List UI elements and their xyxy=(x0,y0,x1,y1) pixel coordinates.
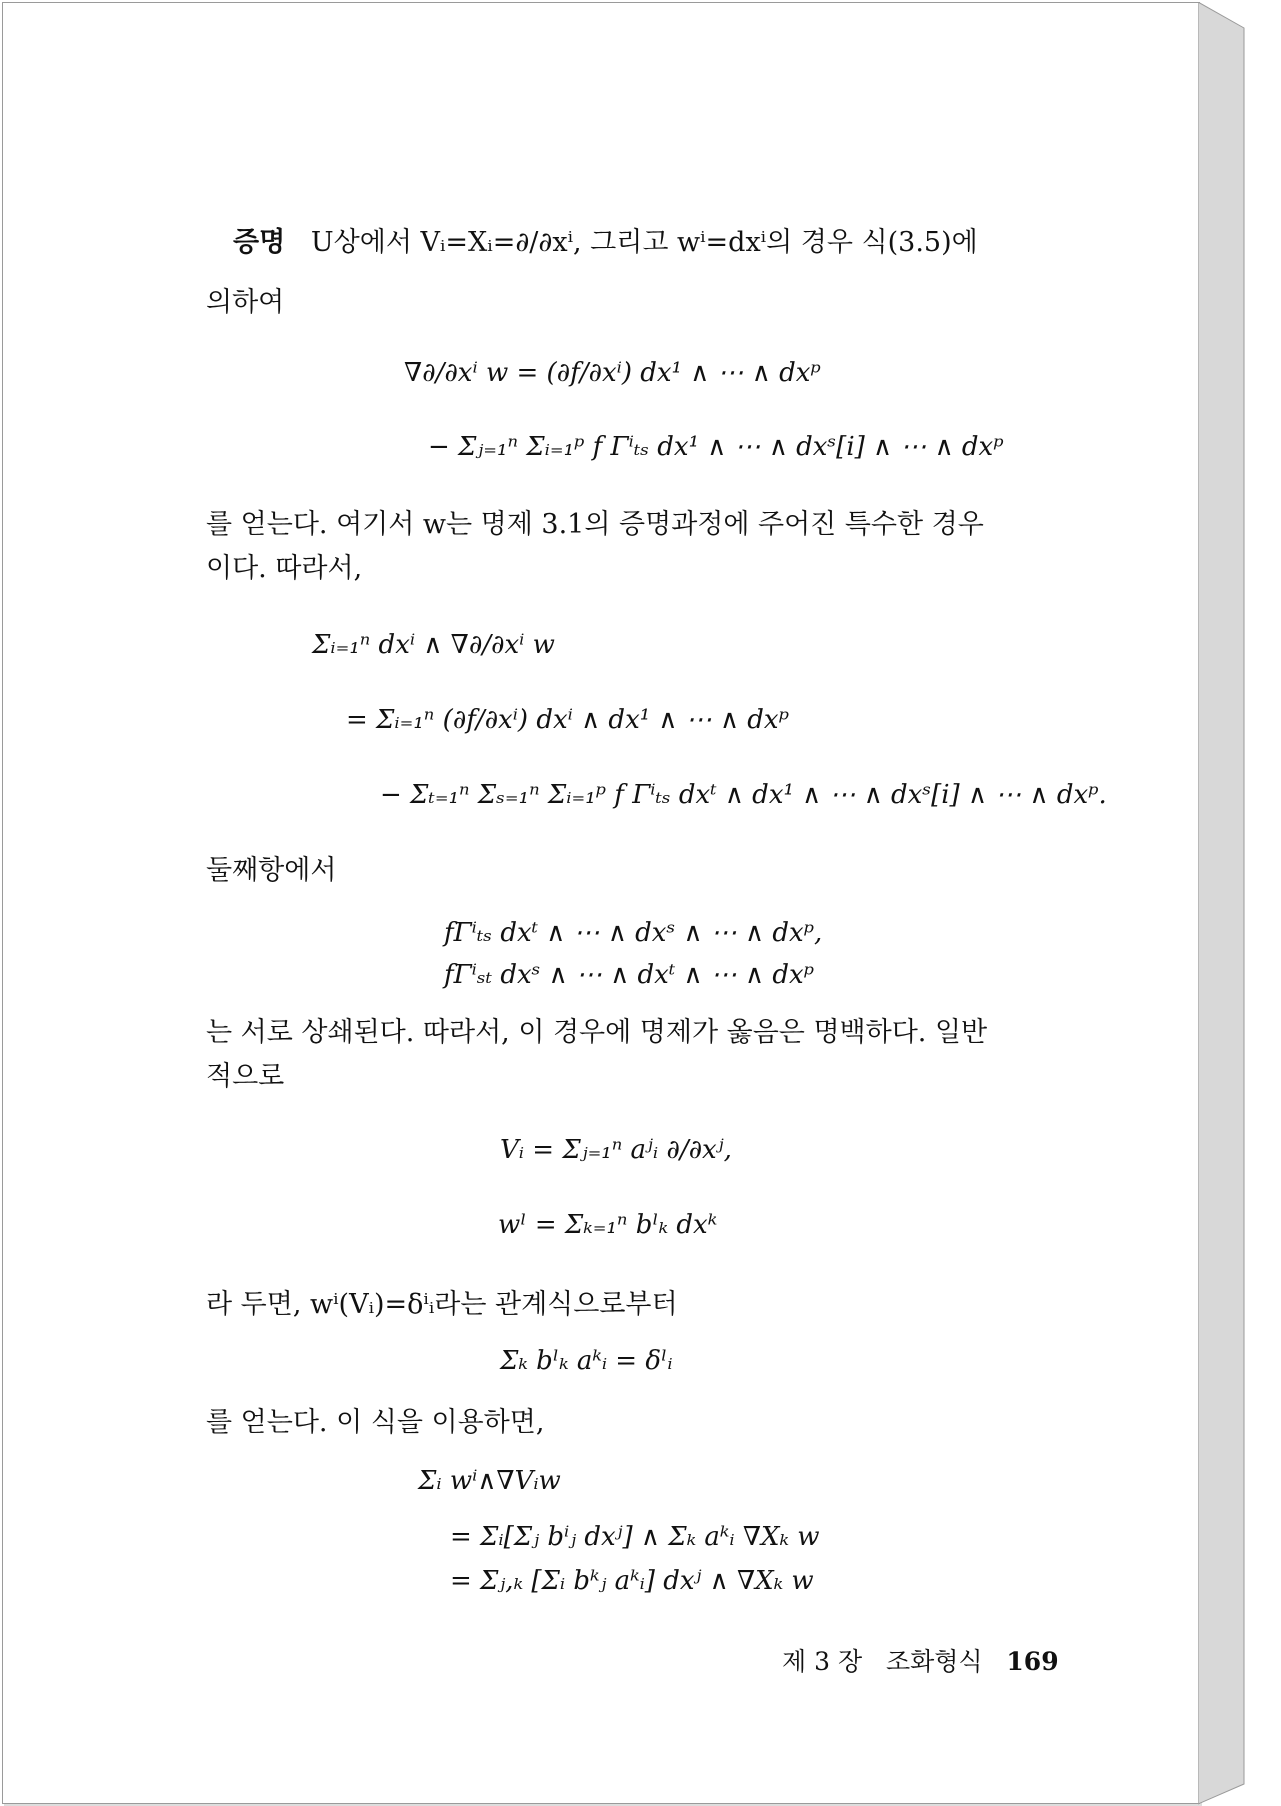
paragraph-4-line-2: 적으로 xyxy=(206,1061,285,1092)
page-number: 169 xyxy=(1006,1647,1059,1676)
paragraph-4-line-1: 는 서로 상쇄된다. 따라서, 이 경우에 명제가 옳음은 명백하다. 일반 xyxy=(206,1017,988,1048)
equation-3a: fΓⁱₜₛ dxᵗ ∧ ⋯ ∧ dxˢ ∧ ⋯ ∧ dxᵖ, xyxy=(444,918,823,948)
paragraph-5: 라 두면, wⁱ(Vᵢ)=δⁱᵢ라는 관계식으로부터 xyxy=(206,1289,678,1320)
equation-2b: = Σᵢ₌₁ⁿ (∂f/∂xⁱ) dxⁱ ∧ dx¹ ∧ ⋯ ∧ dxᵖ xyxy=(346,705,789,735)
paragraph-2-line-1: 를 얻는다. 여기서 w는 명제 3.1의 증명과정에 주어진 특수한 경우 xyxy=(206,509,984,540)
paragraph-2-line-2: 이다. 따라서, xyxy=(206,553,363,584)
equation-1b: − Σⱼ₌₁ⁿ Σᵢ₌₁ᵖ f Γⁱₜₛ dx¹ ∧ ⋯ ∧ dxˢ[i] ∧ ⋯ ∧ dxᵖ xyxy=(428,432,1004,462)
equation-2c: − Σₜ₌₁ⁿ Σₛ₌₁ⁿ Σᵢ₌₁ᵖ f Γⁱₜₛ dxᵗ ∧ dx¹ ∧ ⋯ ∧ dxˢ[i] ∧ ⋯ ∧ dxᵖ. xyxy=(380,780,1107,810)
paragraph-3: 둘째항에서 xyxy=(206,855,337,886)
equation-4b: wˡ = Σₖ₌₁ⁿ bˡₖ dxᵏ xyxy=(498,1210,718,1240)
equation-6b: = Σᵢ[Σⱼ bⁱⱼ dxʲ] ∧ Σₖ aᵏᵢ ∇Xₖ w xyxy=(450,1522,820,1552)
page-footer xyxy=(782,1642,1059,1678)
footer-section: 조화형식 xyxy=(885,1647,983,1676)
equation-2a: Σᵢ₌₁ⁿ dxⁱ ∧ ∇∂/∂xⁱ w xyxy=(312,630,555,660)
proof-intro-cont: 의하여 xyxy=(206,287,285,318)
paragraph-6: 를 얻는다. 이 식을 이용하면, xyxy=(206,1407,545,1438)
equation-5: Σₖ bˡₖ aᵏᵢ = δˡᵢ xyxy=(500,1346,673,1376)
proof-paragraph xyxy=(233,226,978,260)
proof-intro-text: U상에서 Vᵢ=Xᵢ=∂/∂xⁱ, 그리고 wⁱ=dxⁱ의 경우 식(3.5)에 xyxy=(310,227,978,258)
equation-3b: fΓⁱₛₜ dxˢ ∧ ⋯ ∧ dxᵗ ∧ ⋯ ∧ dxᵖ xyxy=(444,960,815,990)
equation-6c: = Σⱼ,ₖ [Σᵢ bᵏⱼ aᵏᵢ] dxʲ ∧ ∇Xₖ w xyxy=(450,1566,814,1596)
equation-6a: Σᵢ wⁱ∧∇Vᵢw xyxy=(418,1466,561,1496)
proof-label: 증명 xyxy=(233,227,286,258)
footer-chapter: 제 3 장 xyxy=(782,1647,863,1676)
equation-1a: ∇∂/∂xⁱ w = (∂f/∂xⁱ) dx¹ ∧ ⋯ ∧ dxᵖ xyxy=(404,358,821,388)
equation-4a: Vᵢ = Σⱼ₌₁ⁿ aʲᵢ ∂/∂xʲ, xyxy=(500,1135,732,1165)
